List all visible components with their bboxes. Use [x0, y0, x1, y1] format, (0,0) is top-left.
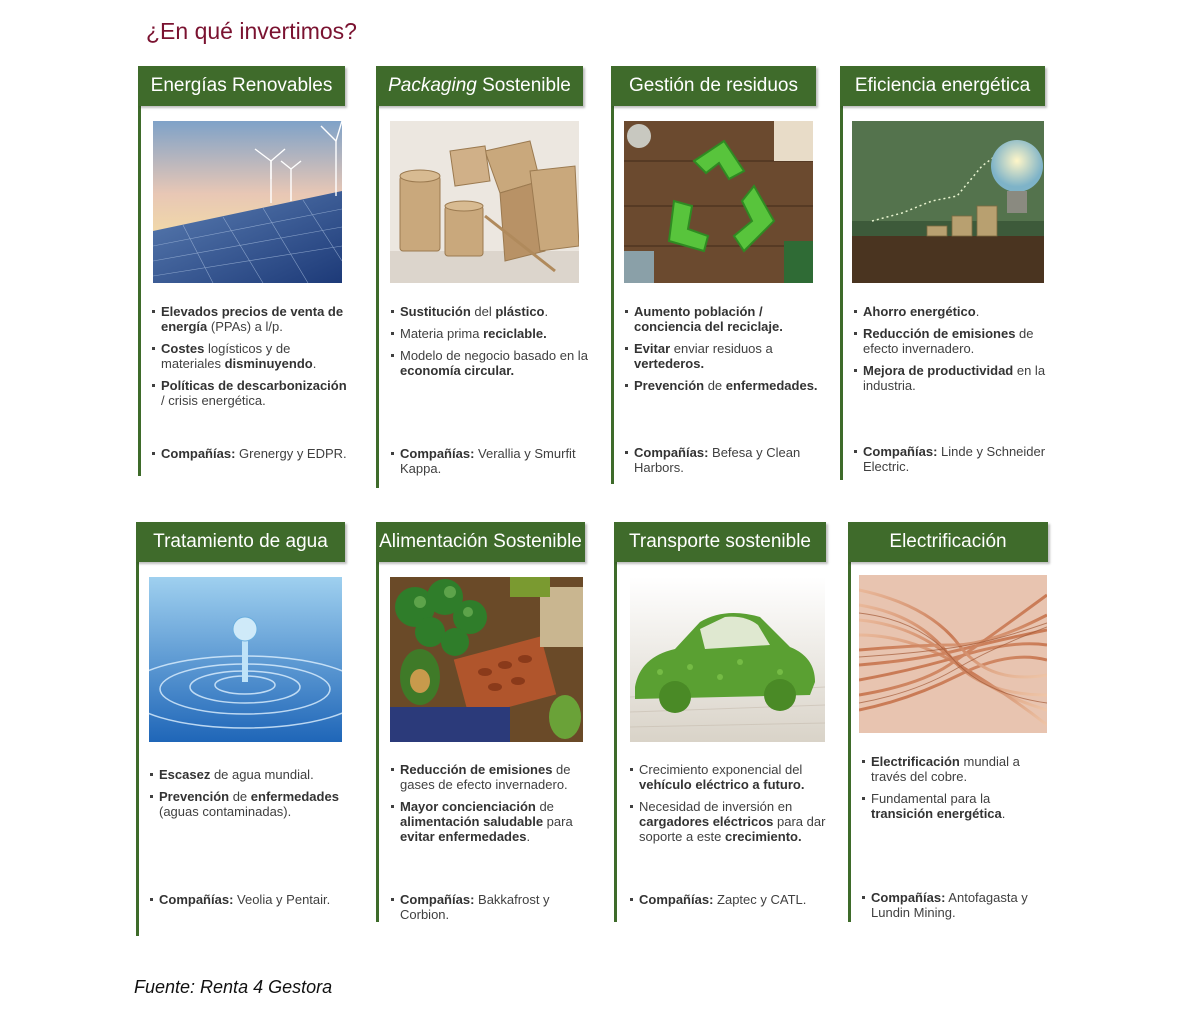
bullet-text: Mayor concienciación	[400, 799, 536, 814]
bullet-text: mundial a través del cobre.	[871, 754, 1020, 784]
bullet-text: Prevención	[159, 789, 230, 804]
card-eficiencia-energetica	[840, 66, 1070, 480]
bullet-text: Reducción de emisiones	[863, 326, 1016, 341]
bullet-text: Prevención	[634, 378, 705, 393]
bullet-text: en la industria.	[863, 363, 1046, 393]
green-car-image	[630, 577, 825, 742]
bullet-text: logísticos y de materiales	[161, 341, 291, 371]
bullet-text: para	[543, 814, 573, 829]
bullet-text: Costes	[161, 341, 205, 356]
bullet-text: disminuyendo	[224, 356, 313, 371]
bullet-text: .	[1001, 806, 1006, 821]
card-border	[848, 542, 851, 922]
bullet-item	[152, 378, 352, 408]
card-energias-renovables	[138, 66, 368, 476]
card-companies: Compañías: Veolia y Pentair.	[150, 892, 349, 907]
bullet-text: Elevados precios de venta de energía	[161, 304, 344, 334]
bullet-text: Reducción de emisiones	[400, 762, 553, 777]
bullet-item	[152, 304, 352, 334]
card-header: Eficiencia energética	[840, 66, 1045, 106]
bullet-item	[150, 767, 345, 782]
card-companies: Compañías: Bakkafrost y Corbion.	[391, 892, 590, 922]
card-border	[376, 86, 379, 488]
bullet-text: Escasez	[159, 767, 211, 782]
card-border	[840, 86, 843, 480]
bullet-text: para dar soporte a este	[639, 814, 826, 844]
bullet-text: vehículo eléctrico a futuro.	[639, 777, 805, 792]
bullet-item	[391, 762, 589, 792]
bullet-text: Sustitución	[400, 304, 471, 319]
bullet-item	[391, 326, 591, 341]
card-companies: Compañías: Verallia y Smurfit Kappa.	[391, 446, 600, 476]
bullet-text: Necesidad de inversión en	[639, 799, 793, 814]
bullet-text: Crecimiento exponencial del	[639, 762, 803, 777]
card-border	[376, 542, 379, 922]
bullet-text: de	[535, 799, 554, 814]
bullet-item	[625, 341, 830, 371]
bullet-text: de efecto invernadero.	[863, 326, 1034, 356]
card-header: Energías Renovables	[138, 66, 345, 106]
bullet-text: crecimiento.	[725, 829, 802, 844]
recycle-image	[624, 121, 813, 283]
card-companies: Compañías: Zaptec y CATL.	[630, 892, 829, 907]
card-companies: Compañías: Grenergy y EDPR.	[152, 446, 361, 461]
card-bullets	[150, 767, 345, 826]
solar-wind-image	[153, 121, 342, 283]
card-border	[614, 542, 617, 922]
card-bullets	[625, 304, 830, 400]
bullet-text: de	[704, 378, 726, 393]
bullet-text: economía circular.	[400, 363, 515, 378]
bullet-item	[862, 791, 1052, 821]
bullet-item	[391, 348, 591, 378]
bullet-item	[630, 762, 828, 792]
bullet-item	[152, 341, 352, 371]
bullet-text: Electrificación	[871, 754, 960, 769]
bullet-text: de	[229, 789, 251, 804]
card-companies: Compañías: Linde y Schneider Electric.	[854, 444, 1053, 474]
bullet-text: de gases de efecto invernadero.	[400, 762, 571, 792]
card-header: Transporte sostenible	[614, 522, 826, 562]
water-drop-image	[149, 577, 342, 742]
card-bullets	[862, 754, 1052, 828]
packaging-image	[390, 121, 579, 283]
card-tratamiento-agua	[136, 522, 366, 936]
bullet-text: Aumento población / conciencia del reciclaje.	[634, 304, 783, 334]
card-companies: Compañías: Antofagasta y Lundin Mining.	[862, 890, 1061, 920]
bullet-text: Evitar	[634, 341, 671, 356]
bullet-text: alimentación saludable	[400, 814, 544, 829]
bullet-text: .	[526, 829, 531, 844]
bullet-text: del	[470, 304, 496, 319]
card-companies: Compañías: Befesa y Clean Harbors.	[625, 445, 834, 475]
bullet-text: Modelo de negocio basado en la	[400, 348, 588, 363]
bullet-item	[625, 304, 830, 334]
card-header: Alimentación Sostenible	[376, 522, 585, 562]
bullet-text: cargadores eléctricos	[639, 814, 774, 829]
bullet-text: Materia prima	[400, 326, 484, 341]
bullet-text: (aguas contaminadas).	[159, 804, 292, 819]
bullet-text: Políticas de descarbonización	[161, 378, 347, 393]
bullet-text: reciclable.	[483, 326, 547, 341]
card-gestion-residuos	[611, 66, 841, 484]
bullet-item	[391, 799, 589, 844]
card-header: Packaging Sostenible	[376, 66, 583, 106]
bullet-item	[391, 304, 591, 319]
bullet-text: transición energética	[871, 806, 1002, 821]
page-title: ¿En qué invertimos?	[146, 18, 357, 44]
bullet-item	[854, 326, 1049, 356]
bullet-item	[630, 799, 828, 844]
card-bullets	[391, 304, 591, 385]
card-border	[611, 86, 614, 484]
card-packaging-sostenible	[376, 66, 606, 488]
bullet-text: enfermedades	[250, 789, 339, 804]
bullet-text: Ahorro energético	[863, 304, 976, 319]
bullet-text: (PPAs) a l/p.	[207, 319, 283, 334]
bullet-text: / crisis energética.	[161, 393, 266, 408]
copper-wire-image	[859, 575, 1047, 733]
bullet-text: .	[312, 356, 317, 371]
card-header: Gestión de residuos	[611, 66, 816, 106]
card-transporte-sostenible	[614, 522, 844, 922]
healthy-food-image	[390, 577, 583, 742]
bullet-text: evitar enfermedades	[400, 829, 527, 844]
bullet-item	[862, 754, 1052, 784]
card-bullets	[391, 762, 589, 851]
bullet-text: Mejora de productividad	[863, 363, 1014, 378]
bullet-text: .	[975, 304, 980, 319]
card-electrificacion	[848, 522, 1078, 922]
bullet-item	[625, 378, 830, 393]
card-bullets	[152, 304, 352, 415]
card-header: Tratamiento de agua	[136, 522, 345, 562]
card-bullets	[854, 304, 1049, 400]
card-header: Electrificación	[848, 522, 1048, 562]
bullet-item	[150, 789, 345, 819]
source-note: Fuente: Renta 4 Gestora	[134, 977, 333, 997]
card-border	[136, 542, 139, 936]
card-bullets	[630, 762, 828, 851]
bullet-text: vertederos.	[634, 356, 705, 371]
bullet-text: enfermedades.	[725, 378, 818, 393]
energy-bulb-image	[852, 121, 1044, 283]
bullet-item	[854, 304, 1049, 319]
bullet-text: plástico	[495, 304, 545, 319]
bullet-item	[854, 363, 1049, 393]
bullet-text: de agua mundial.	[210, 767, 314, 782]
card-border	[138, 86, 141, 476]
card-alimentacion-sostenible	[376, 522, 606, 922]
bullet-text: .	[544, 304, 549, 319]
bullet-text: Fundamental para la	[871, 791, 991, 806]
bullet-text: enviar residuos a	[670, 341, 773, 356]
